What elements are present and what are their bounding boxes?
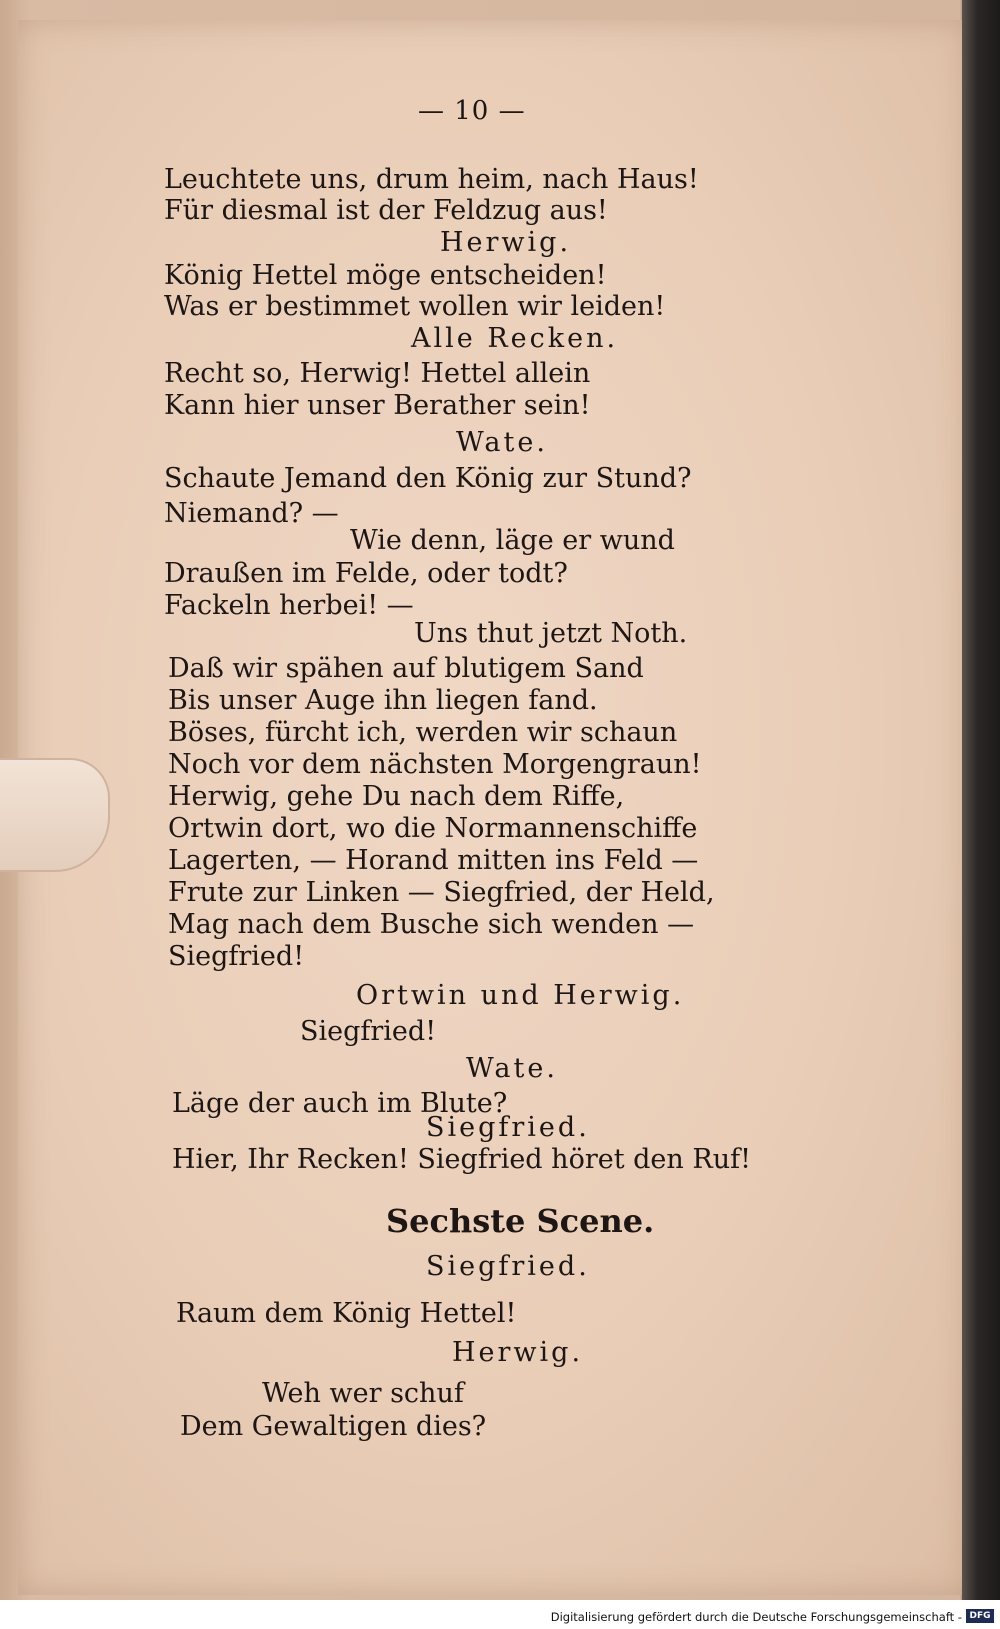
verse-line: Noch vor dem nächsten Morgengraun! <box>168 749 702 780</box>
verse-line: Lagerten, — Horand mitten ins Feld — <box>168 845 699 876</box>
verse-line: Leuchtete uns, drum heim, nach Haus! <box>164 164 699 195</box>
verse-line: Für diesmal ist der Feldzug aus! <box>164 195 608 226</box>
speaker-name: Wate. <box>456 427 548 458</box>
verse-line: Ortwin dort, wo die Normannenschiffe <box>168 813 698 844</box>
verse-line: Siegfried! <box>168 941 305 972</box>
verse-line: König Hettel möge entscheiden! <box>164 260 607 291</box>
speaker-name: Siegfried. <box>426 1251 590 1282</box>
verse-line: Wie denn, läge er wund <box>350 525 675 556</box>
verse-line: Schaute Jemand den König zur Stund? <box>164 463 692 494</box>
verse-line: Niemand? — <box>164 498 339 529</box>
verse-line: Frute zur Linken — Siegfried, der Held, <box>168 877 715 908</box>
speaker-name: Ortwin und Herwig. <box>356 980 685 1011</box>
verse-line: Was er bestimmet wollen wir leiden! <box>164 291 666 322</box>
verse-line: Kann hier unser Berather sein! <box>164 390 591 421</box>
verse-line: Weh wer schuf <box>262 1378 464 1409</box>
footer-credit: Digitalisierung gefördert durch die Deutsche Forschungsgemeinschaft - <box>550 1610 962 1624</box>
verse-line: Draußen im Felde, oder todt? <box>164 558 568 589</box>
verse-line: Recht so, Herwig! Hettel allein <box>164 358 591 389</box>
verse-line: Uns thut jetzt Noth. <box>414 618 688 649</box>
speaker-name: Herwig. <box>452 1337 584 1368</box>
verse-line: Böses, fürcht ich, werden wir schaun <box>168 717 678 748</box>
speaker-name: Siegfried. <box>426 1112 590 1143</box>
verse-line: Raum dem König Hettel! <box>176 1298 517 1329</box>
verse-line: Hier, Ihr Recken! Siegfried höret den Ruf! <box>172 1144 751 1175</box>
verse-line: Mag nach dem Busche sich wenden — <box>168 909 695 940</box>
speaker-name: Wate. <box>466 1053 558 1084</box>
verse-line: Siegfried! <box>300 1016 437 1047</box>
verse-line: Herwig, gehe Du nach dem Riffe, <box>168 781 625 812</box>
speaker-name: Herwig. <box>440 227 572 258</box>
dfg-logo: DFG <box>966 1609 994 1623</box>
page-number: — 10 — <box>418 96 526 126</box>
speaker-name: Alle Recken. <box>411 323 619 354</box>
scene-heading: Sechste Scene. <box>386 1202 655 1240</box>
verse-line: Läge der auch im Blute? <box>172 1088 508 1119</box>
verse-line: Bis unser Auge ihn liegen fand. <box>168 685 598 716</box>
verse-line: Daß wir spähen auf blutigem Sand <box>168 653 644 684</box>
verse-line: Fackeln herbei! — <box>164 590 414 621</box>
verse-line: Dem Gewaltigen dies? <box>180 1411 487 1442</box>
